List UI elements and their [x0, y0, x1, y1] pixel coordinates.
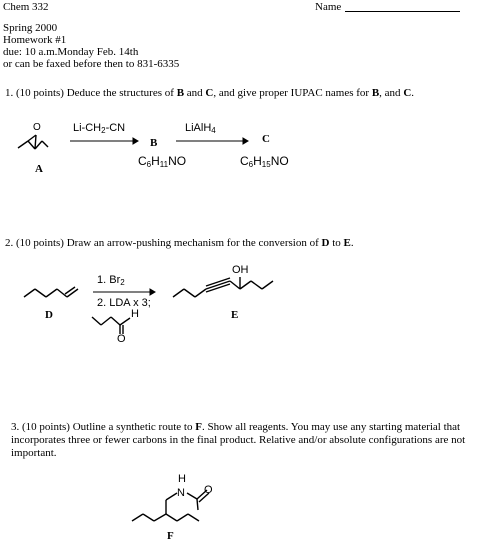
question-3-prompt-line-1: 3. (10 points) Outline a synthetic route to F. Show all reagents. You may use any starting material that: [11, 421, 461, 433]
name-label: Name: [315, 1, 342, 13]
question-1-prompt: 1. (10 points) Deduce the structures of B and C, and give proper IUPAC names for B, and C.: [5, 87, 415, 99]
label-B: B: [150, 137, 158, 149]
due-date: due: 10 a.m.Monday Feb. 14th: [3, 46, 139, 58]
formula-B: $C_6H_{11}NO$: [138, 154, 187, 169]
fax-note: or can be faxed before then to 831-6335: [3, 58, 180, 70]
aldehyde-hydrogen: H: [131, 308, 139, 320]
label-F: F: [167, 530, 174, 542]
assignment-title: Homework #1: [3, 34, 67, 46]
amide-nitrogen: N: [177, 487, 185, 499]
question-2-prompt: 2. (10 points) Draw an arrow-pushing mechanism for the conversion of D to E.: [5, 237, 354, 249]
aldehyde-oxygen: O: [117, 333, 126, 345]
reagent-li-ch2-cn: $Li-CH_2-CN$: [73, 122, 126, 135]
reagent-step-1: 1. $Br_2$: [97, 274, 125, 287]
course-number: Chem 332: [3, 1, 49, 13]
formula-C: $C_6H_{15}NO$: [240, 154, 289, 169]
label-D: D: [45, 309, 53, 321]
label-C: C: [262, 133, 270, 145]
amide-structure-F: [132, 490, 209, 521]
question-3-prompt-line-2: incorporates three or fewer carbons in the final product. Relative and/or absolute configurations are not: [11, 434, 466, 446]
reagent-step-2: 2. LDA x 3;: [97, 297, 151, 309]
term: Spring 2000: [3, 22, 58, 34]
amide-oxygen: O: [204, 484, 213, 496]
reagent-lialh4: LiAlH$_4$: [185, 122, 216, 135]
epoxide-oxygen: O: [33, 122, 41, 133]
hydroxyl-label: OH: [232, 264, 249, 276]
label-A: A: [35, 163, 43, 175]
amide-hydrogen: H: [178, 473, 186, 485]
label-E: E: [231, 309, 239, 321]
question-3-prompt-line-3: important.: [11, 447, 57, 459]
